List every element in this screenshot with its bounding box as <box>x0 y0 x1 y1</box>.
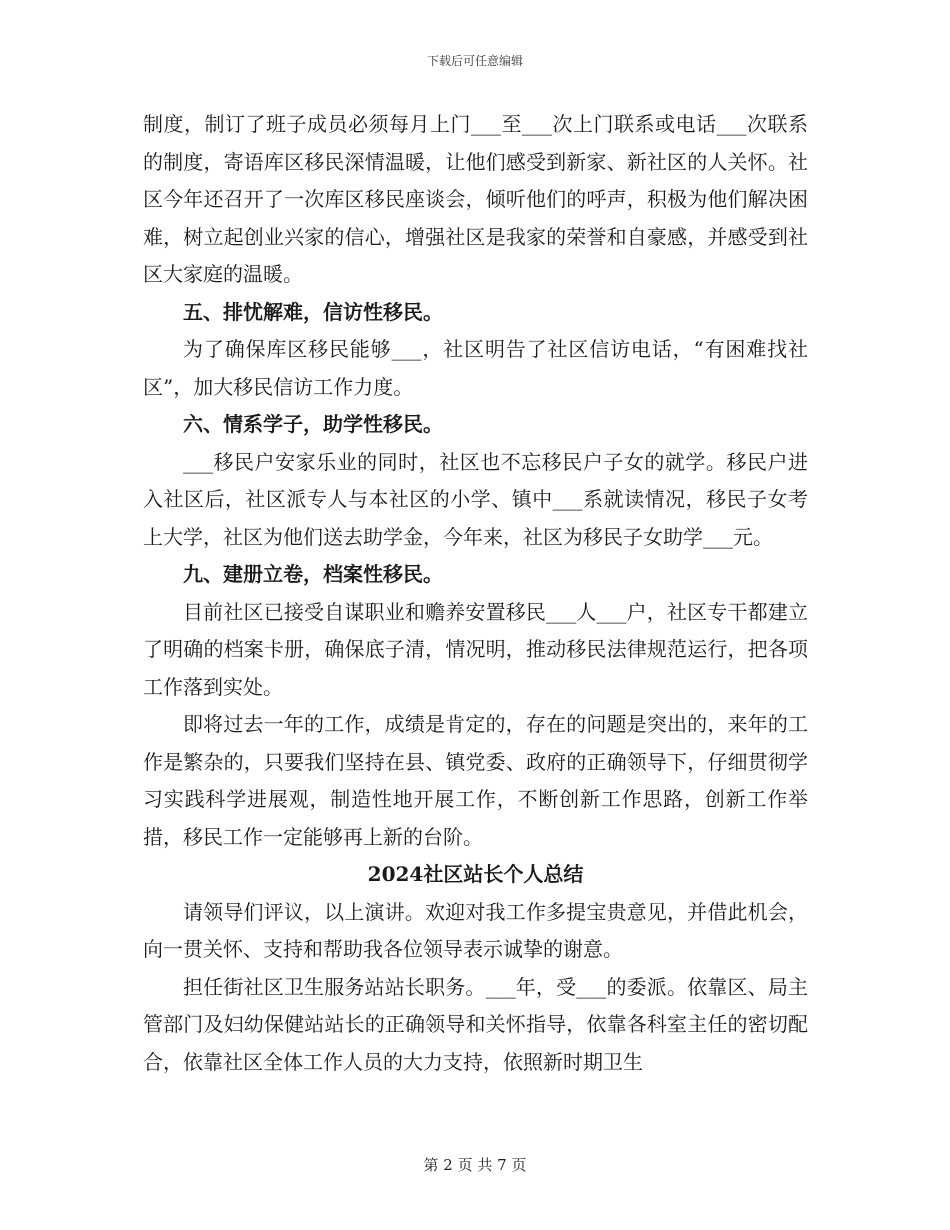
section-heading-9: 九、建册立卷，档案性移民。 <box>183 562 443 586</box>
document-title: 2024社区站长个人总结 <box>367 862 584 886</box>
document-body <box>143 106 808 1081</box>
paragraph-3: ___移民户安家乐业的同时，社区也不忘移民户子女的就学。移民户进入社区后，社区派专人与本社区的小学、镇中___系就读情况，移民子女考上大学，社区为他们送去助学金，今年来，社区为移民子女助学___元。 <box>143 449 808 549</box>
paragraph-6: 请领导们评议，以上演讲。欢迎对我工作多提宝贵意见，并借此机会，向一贯关怀、支持和帮助我各位领导表示诚挚的谢意。 <box>143 899 808 961</box>
paragraph-1: 制度，制订了班子成员必须每月上门___至___次上门联系或电话___次联系的制度，寄语库区移民深情温暖，让他们感受到新家、新社区的人关怀。社区今年还召开了一次库区移民座谈会，倾听他们的呼声，积极为他们解决困难，树立起创业兴家的信心，增强社区是我家的荣誉和自豪感，并感受到社区大家庭的温暖。 <box>143 112 808 286</box>
paragraph-2: 为了确保库区移民能够___，社区明告了社区信访电话，“有困难找社区”，加大移民信访工作力度。 <box>143 337 808 399</box>
section-heading-6: 六、情系学子，助学性移民。 <box>183 412 443 436</box>
paragraph-4: 目前社区已接受自谋职业和赡养安置移民___人___户，社区专干都建立了明确的档案卡册，确保底子清，情况明，推动移民法律规范运行，把各项工作落到实处。 <box>143 599 808 699</box>
paragraph-5: 即将过去一年的工作，成绩是肯定的，存在的问题是突出的，来年的工作是繁杂的，只要我们坚持在县、镇党委、政府的正确领导下，仔细贯彻学习实践科学进展观，制造性地开展工作，不断创新工作思路，创新工作举措，移民工作一定能够再上新的台阶。 <box>143 712 808 849</box>
paragraph-7: 担任街社区卫生服务站站长职务。___年，受___的委派。依靠区、局主管部门及妇幼保健站站长的正确领导和关怀指导，依靠各科室主任的密切配合，依靠社区全体工作人员的大力支持，依照新时期卫生 <box>143 974 808 1074</box>
header-note: 下载后可任意编辑 <box>426 54 523 68</box>
page-footer: 第 2 页 共 7 页 <box>423 1156 527 1174</box>
section-heading-5: 五、排忧解难，信访性移民。 <box>183 299 443 324</box>
